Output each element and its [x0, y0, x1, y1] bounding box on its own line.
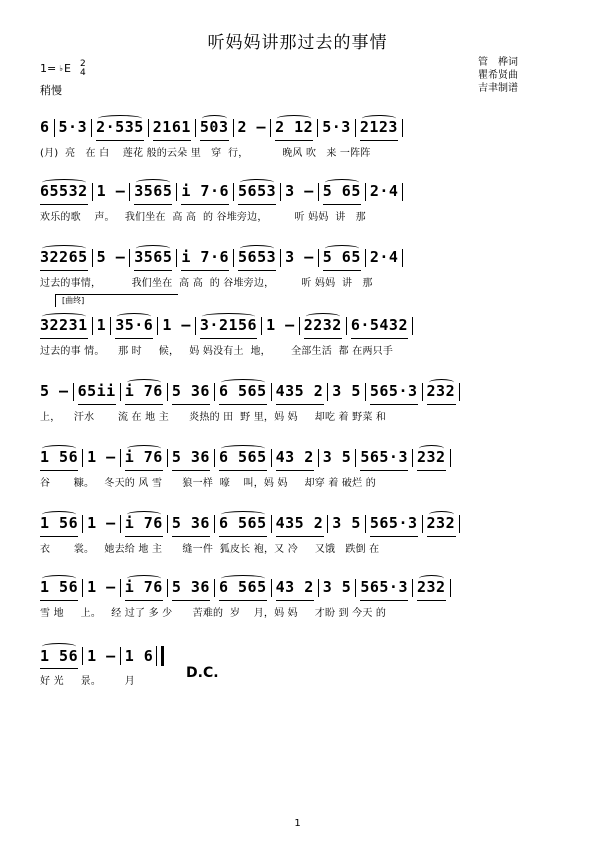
slur-arc [419, 445, 444, 452]
beam-underline [134, 204, 172, 205]
measure: 1 56 [40, 646, 79, 665]
beam-underline [323, 204, 361, 205]
beam-underline [370, 404, 418, 405]
barline [271, 579, 272, 597]
beam-underline [417, 470, 446, 471]
note-line [40, 248, 556, 274]
beam-underline [219, 600, 267, 601]
barline [110, 317, 111, 335]
beam-underline [276, 600, 314, 601]
transcriber: 吉聿制谱 [478, 83, 518, 94]
measure: 5 36 [171, 382, 210, 400]
measure: 232 [417, 578, 446, 596]
barline [327, 383, 328, 401]
measure: 32265 [40, 248, 88, 266]
measure: 6 565 [218, 448, 267, 466]
slur-arc [362, 115, 396, 122]
measure: 435 2 [275, 382, 324, 400]
measure: 5 36 [171, 514, 210, 532]
song-title: 听妈妈讲那过去的事情 [207, 33, 388, 53]
barline [214, 449, 215, 467]
measure: 65ii [77, 382, 116, 400]
measure: 3 – [285, 248, 314, 266]
slur-arc [429, 511, 454, 518]
key-prefix: 1= [40, 62, 57, 75]
beam-underline [238, 204, 276, 205]
beam-underline [40, 470, 78, 471]
beam-underline [427, 404, 456, 405]
measure: i 76 [124, 448, 163, 466]
slur-arc [42, 179, 86, 186]
measure: 2123 [359, 118, 398, 136]
slur-arc [42, 445, 76, 452]
measure: 32231 [40, 316, 88, 334]
slur-arc [419, 575, 444, 582]
beam-underline [125, 470, 163, 471]
measure: 5 – [40, 382, 69, 400]
barline [233, 249, 234, 267]
barline [129, 183, 130, 201]
beam-underline [417, 600, 446, 601]
beam-underline [153, 140, 191, 141]
measure: 1 – [162, 316, 191, 334]
measure: i 76 [124, 578, 163, 596]
beam-underline [219, 470, 267, 471]
barline [176, 249, 177, 267]
barline [402, 249, 403, 267]
barline [82, 515, 83, 533]
measure: 565·3 [369, 514, 418, 532]
lyricist: 管 桦词 [478, 57, 518, 68]
measure: 5 36 [171, 448, 210, 466]
measure: 5 65 [322, 182, 361, 200]
beam-underline [40, 600, 78, 601]
measure: 1 – [266, 316, 295, 334]
slur-arc [202, 115, 227, 122]
measure: 1 56 [40, 578, 79, 596]
beam-underline [276, 404, 324, 405]
page-number: 1 [294, 818, 301, 829]
slur-arc [325, 245, 359, 252]
beam-underline [219, 404, 267, 405]
measure: 3565 [134, 248, 173, 266]
barline [365, 383, 366, 401]
slur-arc [221, 511, 265, 518]
measure: 5 – [96, 248, 126, 266]
score-meta [40, 60, 86, 98]
measure: 435 2 [275, 514, 324, 532]
barline [365, 515, 366, 533]
measure: 3 – [285, 182, 314, 200]
barline [120, 383, 121, 401]
measure: 2 – [237, 118, 267, 136]
measure: i 76 [124, 514, 163, 532]
measure: 1 – [87, 646, 116, 665]
measure: 5653 [238, 248, 277, 266]
slur-arc [127, 575, 161, 582]
ending-bracket: [曲终] [55, 294, 178, 307]
lyric-line: 上， 汗水 流 在 地 主 炎热的 田 野 里，妈 妈 却吃 着 野菜 和 [40, 412, 387, 423]
measure: 6 565 [218, 578, 267, 596]
slur-arc [42, 643, 76, 650]
barline [214, 579, 215, 597]
measure: 1 – [96, 182, 126, 200]
barline [82, 579, 83, 597]
beam-underline [276, 536, 324, 537]
barline [271, 515, 272, 533]
measure: 5653 [238, 182, 277, 200]
barline [402, 119, 403, 137]
measure: 1 6 [124, 646, 154, 665]
barline [214, 515, 215, 533]
measure: 3·2156 [199, 316, 258, 334]
measure: 2·535 [96, 118, 144, 136]
slur-arc [127, 445, 161, 452]
barline [271, 449, 272, 467]
barline [92, 317, 93, 335]
beam-underline [219, 536, 267, 537]
barline [412, 579, 413, 597]
barline [317, 119, 318, 137]
beam-underline [125, 600, 163, 601]
measure: 6 [40, 118, 50, 136]
lyric-line: 衣 裳。 她去给 地 主 缝一件 狐皮长 袍，又 冷 又饿 跌倒 在 [40, 544, 380, 555]
barline [327, 515, 328, 533]
barline [120, 515, 121, 533]
barline [271, 383, 272, 401]
barline [280, 183, 281, 201]
key-signature [40, 60, 86, 78]
barline [91, 119, 92, 137]
score-system [40, 182, 556, 222]
slur-arc [221, 379, 265, 386]
barline [233, 183, 234, 201]
beam-underline [427, 536, 456, 537]
barline [318, 579, 319, 597]
slur-arc [221, 445, 265, 452]
measure: 3 5 [322, 578, 352, 596]
slur-arc [117, 313, 151, 320]
barline [167, 515, 168, 533]
beam-underline [40, 668, 78, 669]
barline [167, 449, 168, 467]
beam-underline [172, 470, 210, 471]
barline [450, 579, 451, 597]
key-note: E [64, 62, 71, 75]
measure: 232 [426, 514, 456, 532]
barline [54, 119, 55, 137]
barline [299, 317, 300, 335]
barline [157, 317, 158, 335]
composer: 瞿希贤曲 [478, 70, 518, 81]
score-system [40, 448, 556, 488]
barline [148, 119, 149, 137]
barline [82, 449, 83, 467]
beam-underline [360, 600, 408, 601]
barline [167, 383, 168, 401]
barline [167, 579, 168, 597]
measure: i 7·6 [181, 182, 230, 200]
beam-underline [181, 270, 229, 271]
beam-underline [172, 404, 210, 405]
measure: 3 5 [332, 382, 361, 400]
slur-arc [42, 575, 76, 582]
measure: i 76 [124, 382, 163, 400]
slur-arc [98, 115, 142, 122]
lyric-line: 过去的事情， 我们坐在 高 高 的 谷堆旁边， 听 妈妈 讲 那 [40, 278, 373, 289]
barline [82, 647, 83, 665]
barline [402, 183, 403, 201]
barline [412, 317, 413, 335]
slur-arc [306, 313, 340, 320]
measure: 2·4 [369, 248, 399, 266]
slur-arc [240, 179, 274, 186]
beam-underline [200, 140, 229, 141]
barline [422, 383, 423, 401]
barline [233, 119, 234, 137]
beam-underline [40, 204, 88, 205]
barline [120, 449, 121, 467]
measure: 6 565 [218, 382, 267, 400]
slur-arc [136, 245, 170, 252]
barline [129, 249, 130, 267]
time-signature: 2 4 [79, 59, 86, 78]
beam-underline [370, 536, 418, 537]
beam-underline [360, 470, 408, 471]
beam-underline [181, 204, 229, 205]
measure: 5 36 [171, 578, 210, 596]
measure: 1 [96, 316, 107, 334]
score-system [40, 316, 556, 356]
measure: 565·3 [360, 448, 408, 466]
barline [355, 579, 356, 597]
beam-underline [351, 338, 408, 339]
measure: 565·3 [360, 578, 408, 596]
measure: 1 – [87, 514, 116, 532]
barline [120, 647, 121, 665]
score-system [40, 118, 556, 158]
lyric-line: 谷 糠。 冬天的 风 雪 狼一样 嚎 叫，妈 妈 却穿 着 破烂 的 [40, 478, 376, 489]
lyric-line: 过去的事 情。 那 时 候， 妈 妈没有土 地， 全部生活 都 在两只手 [40, 346, 394, 357]
slur-arc [240, 245, 274, 252]
slur-arc [42, 245, 86, 252]
barline [365, 183, 366, 201]
barline [318, 183, 319, 201]
barline [195, 317, 196, 335]
score-system [40, 646, 556, 686]
note-line [40, 182, 556, 208]
tempo-mark: 稍慢 [40, 84, 62, 97]
slur-arc [42, 511, 76, 518]
slur-arc [127, 379, 161, 386]
lyric-line: 雪 地 上。 经 过了 多 少 苦难的 岁 月，妈 妈 才盼 到 今天 的 [40, 608, 387, 619]
dc-mark: D.C. [186, 665, 219, 681]
barline [176, 183, 177, 201]
beam-underline [360, 140, 398, 141]
slur-arc [202, 313, 255, 320]
measure: 503 [199, 118, 229, 136]
measure: 5·3 [322, 118, 351, 136]
measure: 3565 [134, 182, 173, 200]
beam-underline [172, 600, 210, 601]
beam-underline [323, 270, 361, 271]
barline [422, 515, 423, 533]
slur-arc [429, 379, 454, 386]
slur-arc [325, 179, 359, 186]
beam-underline [276, 470, 314, 471]
barline [459, 383, 460, 401]
barline [412, 449, 413, 467]
lyric-line: 欢乐的歌 声。 我们坐在 高 高 的 谷堆旁边， 听 妈妈 讲 那 [40, 212, 366, 223]
barline [261, 317, 262, 335]
barline [195, 119, 196, 137]
barline [120, 579, 121, 597]
flat-sign: ♭ [59, 64, 63, 73]
measure: 1 56 [40, 448, 79, 466]
barline [459, 515, 460, 533]
measure: 65532 [40, 182, 88, 200]
slur-arc [136, 179, 170, 186]
barline [346, 317, 347, 335]
measure: 35·6 [115, 316, 154, 334]
lyric-line: (月) 亮 在 白 莲花 般的云朵 里 穿 行， 晚风 吹 来 一阵阵 [40, 148, 371, 159]
measure: 5·3 [58, 118, 88, 136]
barline [214, 383, 215, 401]
beam-underline [115, 338, 153, 339]
beam-underline [275, 140, 313, 141]
barline [318, 249, 319, 267]
barline [73, 383, 74, 401]
measure: 565·3 [369, 382, 418, 400]
measure: 1 – [87, 448, 116, 466]
measure: 3 5 [332, 514, 361, 532]
measure: 2·4 [369, 182, 399, 200]
barline [270, 119, 271, 137]
beam-underline [125, 536, 163, 537]
barline [318, 449, 319, 467]
measure: 1 – [87, 578, 116, 596]
beam-underline [40, 536, 78, 537]
measure: 5 65 [322, 248, 361, 266]
slur-arc [277, 115, 311, 122]
measure: 232 [426, 382, 456, 400]
measure: 2 12 [275, 118, 314, 136]
measure: 1 56 [40, 514, 79, 532]
beam-underline [238, 270, 276, 271]
measure: 2161 [152, 118, 191, 136]
score-system [40, 382, 556, 422]
measure: 6·5432 [350, 316, 408, 334]
score-system [40, 578, 556, 618]
beam-underline [96, 140, 144, 141]
score-system [40, 248, 556, 288]
note-line [40, 646, 556, 672]
beam-underline [40, 338, 88, 339]
barline [92, 249, 93, 267]
barline [355, 119, 356, 137]
measure: 232 [417, 448, 446, 466]
barline [92, 183, 93, 201]
credits [478, 56, 518, 95]
beam-underline [200, 338, 257, 339]
beam-underline [125, 404, 163, 405]
score-system [40, 514, 556, 554]
measure: 3 5 [322, 448, 352, 466]
measure: 6 565 [218, 514, 267, 532]
beam-underline [134, 270, 172, 271]
beam-underline [172, 536, 210, 537]
beam-underline [304, 338, 342, 339]
barline [156, 646, 164, 666]
lyric-line: 好 光 景。 月 [40, 676, 135, 687]
measure: 43 2 [275, 448, 314, 466]
beam-underline [40, 270, 88, 271]
slur-arc [42, 313, 86, 320]
slur-arc [221, 575, 265, 582]
measure: 2232 [303, 316, 342, 334]
beam-underline [78, 404, 116, 405]
barline [355, 449, 356, 467]
measure: 43 2 [275, 578, 314, 596]
barline [450, 449, 451, 467]
barline [280, 249, 281, 267]
slur-arc [127, 511, 161, 518]
barline [365, 249, 366, 267]
measure: i 7·6 [181, 248, 230, 266]
